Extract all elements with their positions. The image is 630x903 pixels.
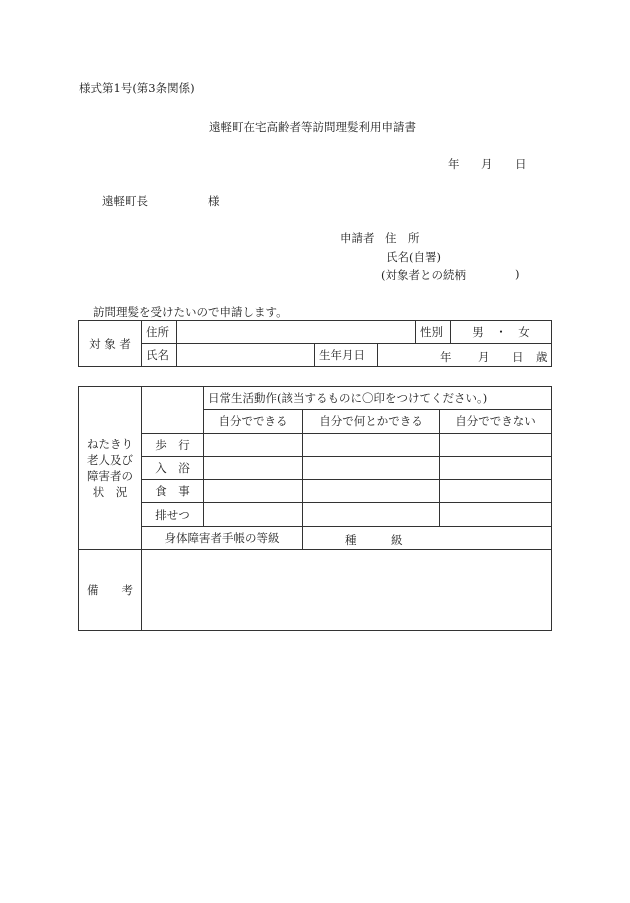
row-label-bathing: 入 浴	[142, 456, 204, 479]
applicant-relation-close: )	[515, 267, 520, 281]
status-table	[78, 386, 552, 631]
bathing-can-cell[interactable]	[204, 456, 303, 479]
subject-address-field[interactable]	[177, 321, 416, 344]
birth-month-unit: 月	[478, 350, 490, 364]
row-label-toileting: 排せつ	[142, 503, 204, 526]
row-label-eating: 食 事	[142, 480, 204, 503]
eating-can-cell[interactable]	[204, 480, 303, 503]
addressee-honorific: 様	[208, 194, 220, 208]
applicant-address-label: 住 所	[385, 231, 420, 245]
toileting-cannot-cell[interactable]	[440, 503, 552, 526]
disability-kind-unit: 種	[345, 532, 357, 547]
subject-birth-label: 生年月日	[315, 344, 378, 367]
activities-header: 日常生活動作(該当するものに〇印をつけてください。)	[204, 387, 552, 410]
eating-somehow-cell[interactable]	[303, 480, 440, 503]
age-unit: 歳	[536, 350, 548, 364]
applicant-name-label: 氏名(自署)	[386, 250, 441, 264]
subject-address-label: 住所	[142, 321, 177, 344]
date-year-label: 年	[448, 157, 460, 171]
column-header-can: 自分でできる	[204, 410, 303, 433]
status-corner-cell	[142, 387, 204, 434]
birth-year-unit: 年	[440, 350, 452, 364]
subject-header: 対 象 者	[79, 321, 142, 367]
disability-grade-unit: 級	[391, 532, 403, 547]
status-side-header: ねたきり 老人及び 障害者の 状 況	[79, 387, 142, 550]
eating-cannot-cell[interactable]	[440, 480, 552, 503]
applicant-label: 申請者	[340, 231, 375, 245]
column-header-somehow: 自分で何とかできる	[303, 410, 440, 433]
date-month-label: 月	[481, 157, 493, 171]
disability-label: 身体障害者手帳の等級	[142, 526, 303, 549]
page-title: 遠軽町在宅高齢者等訪問理髪利用申請書	[209, 120, 416, 134]
column-header-cannot: 自分でできない	[440, 410, 552, 433]
date-day-label: 日	[515, 157, 527, 171]
addressee-name: 遠軽町長	[102, 194, 148, 208]
toileting-somehow-cell[interactable]	[303, 503, 440, 526]
subject-birth-field[interactable]	[378, 344, 552, 367]
walking-somehow-cell[interactable]	[303, 433, 440, 456]
request-text: 訪問理髪を受けたいので申請します。	[93, 305, 288, 319]
bathing-somehow-cell[interactable]	[303, 456, 440, 479]
disability-grade-field[interactable]	[303, 526, 552, 549]
subject-table	[78, 320, 552, 367]
bathing-cannot-cell[interactable]	[440, 456, 552, 479]
applicant-relation-label: (対象者との続柄	[381, 268, 466, 282]
remarks-label: 備 考	[79, 549, 142, 630]
form-number: 様式第1号(第3条関係)	[79, 81, 195, 95]
subject-gender-options[interactable]: 男 ・ 女	[451, 321, 552, 344]
toileting-can-cell[interactable]	[204, 503, 303, 526]
subject-name-field[interactable]	[177, 344, 315, 367]
row-label-walking: 歩 行	[142, 433, 204, 456]
subject-name-label: 氏名	[142, 344, 177, 367]
subject-gender-label: 性別	[416, 321, 451, 344]
remarks-field[interactable]	[142, 549, 552, 630]
walking-cannot-cell[interactable]	[440, 433, 552, 456]
walking-can-cell[interactable]	[204, 433, 303, 456]
birth-day-unit: 日	[512, 350, 524, 364]
